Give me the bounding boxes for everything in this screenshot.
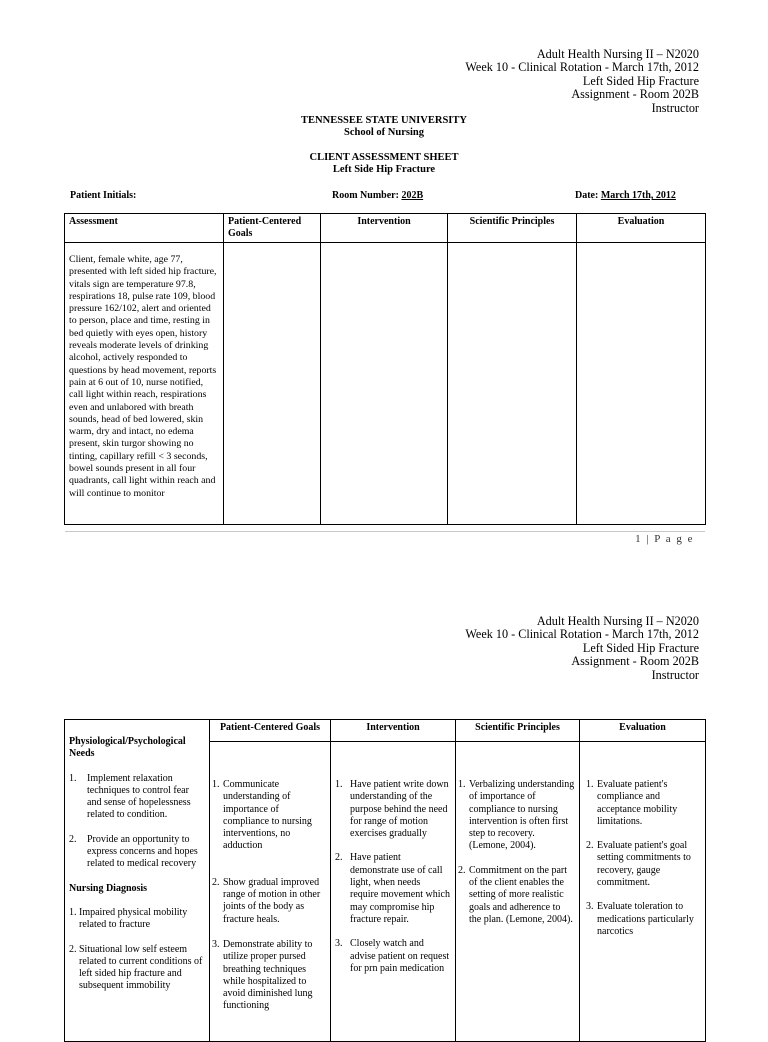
header-instructor: Instructor [651,667,699,682]
goal-item [212,779,326,853]
date-label: Date: [575,190,599,201]
needs-header-cell [65,720,210,1042]
diagnosis-num: 1. [69,906,77,918]
header-instructor: Instructor [651,100,699,115]
goal-item [212,877,326,926]
date-field [575,190,676,201]
care-plan-table [64,719,706,1042]
evaluation-cell [580,742,706,1042]
col-principles: Scientific Principles [448,214,577,243]
col-intervention: Intervention [321,214,448,243]
school-name: School of Nursing [344,127,424,138]
evaluation-item [586,779,701,828]
need-num: 1. [69,772,77,784]
diagnosis-text: Impaired physical mobility related to fracture [79,906,188,931]
evaluation-text: Evaluate toleration to medications particularly narcotics [597,901,694,937]
goal-item [212,939,326,1013]
page-separator-line [65,531,705,532]
goal-num: 2. [212,876,220,888]
header-topic: Left Sided Hip Fracture [582,73,699,88]
evaluation-num: 2. [586,840,594,852]
goal-text: Demonstrate ability to utilize proper pursed breathing techniques while hospitalized to avoid diminished lung functioning [223,938,313,1012]
sheet-subtitle: Left Side Hip Fracture [332,164,436,175]
needs-heading: Physiological/Psychological Needs [69,736,186,760]
goal-text: Show gradual improved range of motion in other joints of the body as fracture heals. [223,876,321,925]
date-value: March 17th, 2012 [600,190,676,201]
header-topic: Left Sided Hip Fracture [582,640,699,655]
sheet-title: CLIENT ASSESSMENT SHEET [309,152,459,163]
intervention-text: Closely watch and advise patient on request for prn pain medication [350,938,450,974]
goals-cell [210,742,331,1042]
need-item [69,773,205,822]
goals-cell [224,243,321,525]
intervention-item [335,938,451,975]
principle-text: Verbalizing understanding of importance of compliance to nursing intervention is often first step to recovery. (Lemone, 2004). [469,779,575,852]
header-course: Adult Health Nursing II – N2020 [536,47,699,61]
room-value: 202B [401,190,424,201]
col-goals: Patient-Centered Goals [210,720,331,742]
evaluation-item [586,840,701,889]
page-number: 1 | P a g e [635,533,694,545]
page-number-value: 1 [635,533,643,545]
col-principles: Scientific Principles [456,720,580,742]
diagnosis-text: Situational low self esteem related to current conditions of left sided hip fracture and subsequent immobility [79,943,203,992]
page-label: P a g e [654,533,694,545]
header-assignment: Assignment - Room 202B [571,654,699,669]
need-text: Provide an opportunity to express concerns and hopes related to medical recovery [87,833,198,870]
intervention-num: 1. [335,779,343,790]
evaluation-num: 1. [586,779,594,790]
col-intervention: Intervention [331,720,456,742]
header-assignment: Assignment - Room 202B [571,87,699,102]
diagnosis-item [69,944,205,993]
intervention-cell [331,742,456,1042]
intervention-cell [321,243,448,525]
need-num: 2. [69,833,77,845]
col-evaluation: Evaluation [577,214,706,243]
evaluation-num: 3. [586,901,594,913]
header-week: Week 10 - Clinical Rotation - March 17th, 2012 [465,60,699,75]
goal-num: 3. [212,938,220,950]
diagnosis-item [69,907,205,932]
page2-header [465,615,699,682]
principle-num: 1. [458,779,466,790]
principle-num: 2. [458,864,466,876]
principle-text: Commitment on the part of the client enables the setting of more realistic goals and adherence to the plan. (Lemone, 2004). [469,864,573,925]
university-name: TENNESSEE STATE UNIVERSITY [301,115,467,126]
intervention-text: Have patient write down understanding of the purpose behind the need for range of motion exercises gradually [350,779,449,840]
intervention-item [335,779,451,840]
col-evaluation: Evaluation [580,720,706,742]
room-label: Room Number: [332,190,399,201]
assessment-table [64,213,706,525]
evaluation-text: Evaluate patient's compliance and acceptance mobility limitations. [597,779,678,827]
principles-cell [456,742,580,1042]
col-goals: Patient-Centered Goals [224,214,321,243]
intervention-item [335,852,451,926]
need-item [69,834,205,871]
header-course: Adult Health Nursing II – N2020 [536,614,699,628]
diagnosis-heading: Nursing Diagnosis [69,882,148,894]
diagnosis-num: 2. [69,943,77,955]
intervention-num: 2. [335,852,343,864]
col-assessment: Assessment [65,214,224,243]
evaluation-item [586,901,701,938]
intervention-text: Have patient demonstrate use of call light, when needs require movement which may compromise hip fracture repair. [350,852,450,925]
assessment-text: Client, female white, age 77, presented with left sided hip fracture, vitals sign are temperature 97.8, respirations 18, pulse rate 109, blood pressure 162/102, alert and oriented to person, place and time, resting in bed quietly with eyes open, history reveals moderate levels of drinking alcohol, actively responded to questions by head movement, reports pain at 6 out of 10, nurse notified, call light within reach, respirations even and unlabored with breath sounds, head of bed lowered, skin warm, dry and intact, no edema present, skin turgor showing no tinting, capillary refill < 3 seconds, bowel sounds present in all four quadrants, call light within reach and will continue to monitor [65,243,224,525]
evaluation-cell [577,243,706,525]
header-week: Week 10 - Clinical Rotation - March 17th, 2012 [465,627,699,642]
goal-text: Communicate understanding of importance of compliance to nursing interventions, no adduction [223,779,312,852]
principle-item [458,779,575,853]
page1-header [465,48,699,115]
principles-cell [448,243,577,525]
goal-num: 1. [212,779,220,790]
intervention-num: 3. [335,938,343,950]
principle-item [458,865,575,926]
need-text: Implement relaxation techniques to control fear and sense of hopelessness related to condition. [87,772,191,821]
evaluation-text: Evaluate patient's goal setting commitments to recovery, gauge commitment. [597,840,691,889]
room-number [332,190,423,201]
patient-initials-label: Patient Initials: [70,190,137,201]
